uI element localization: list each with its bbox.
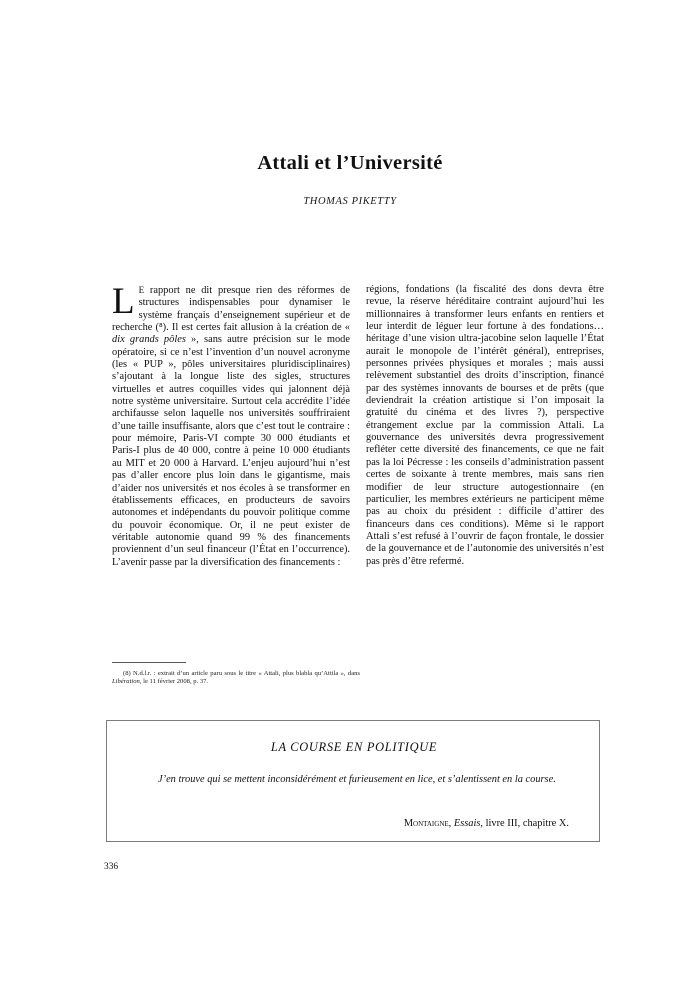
quotation-box <box>106 720 600 842</box>
footnote-text-before: N.d.l.r. : extrait d’un article paru sous le titre « Attali, plus blabla qu’Attila », dans <box>130 670 360 677</box>
quotation-heading: LA COURSE EN POLITIQUE <box>270 740 438 754</box>
body-text-left-part1: rapport ne dit presque rien des réformes de structures indispensables pour dynamiser le système français d’enseignement supérieur et de recherche (⁸). Il est certes fait allusion à la création de « <box>112 285 350 334</box>
body-text-left-part2: », sans autre précision sur le mode opératoire, si ce n’est l’invention d’un nouvel acronyme (les « PUP », pôles universitaires pluridisciplinaires) s’ajoutant à la longue liste des sigles, structures virtuelles et autres coquilles vides qui jalonnent déjà notre système universitaire. Surtout cela accrédite l’idée archifausse selon laquelle nos universités souffriraient d’une taille insuffisante, alors que c’est tout le contraire : pour mémoire, Paris-VI compte 30 000 étudiants et Paris-I plus de 40 000, contre à peine 10 000 étudiants au MIT et 20 000 à Harvard. L’enjeu aujourd’hui n’est pas d’aller encore plus loin dans le gigantisme, mais d’aider nos universités et nos écoles à se transformer en établissements efficaces, en producteurs de savoirs autonomes et indépendants du pouvoir politique comme du pouvoir économique. Or, il ne peut exister de véritable autonomie quand 99 % des financements proviennent d’un seul financeur (l’État en l’occurrence). L’avenir passe par la diversification des financements : <box>112 334 350 568</box>
body-column-right <box>366 284 604 568</box>
footnote-separator-rule <box>112 662 186 663</box>
footnote-text-after: , le 11 février 2008, p. 37. <box>139 678 209 686</box>
attribution-separator: , <box>448 818 454 829</box>
article-author: THOMAS PIKETTY <box>303 196 397 207</box>
small-caps-lead: E <box>138 285 145 295</box>
body-column-left <box>112 281 350 569</box>
quotation-attribution <box>107 818 569 829</box>
attribution-author: Montaigne <box>403 818 449 829</box>
attribution-work: Essais <box>453 818 481 829</box>
body-paragraph-left <box>112 281 350 569</box>
page-number: 336 <box>104 862 119 872</box>
drop-cap: L <box>112 281 135 322</box>
body-paragraph-right: régions, fondations (la fiscalité des dons devra être revue, la réserve héréditaire contraint aujourd’hui les millionnaires à transformer leurs enfants en rentiers et leur interdit de léguer leur fortune à des fondations… héritage d’une vision ultra-jacobine selon laquelle l’État aurait le monopole de l’intérêt général), entreprises, personnes privées physiques et morales ; mais aussi relèvement substantiel des droits d’inscription, financé par des systèmes innovants de bourses et de prêts (que deviendrait la création artistique si l’on imposait la gratuité du cinéma et des livres ?), perspective étrangement exclue par la commission Attali. La gouvernance des universités devra progressivement refléter cette diversité des financements, ce que ne fait pas la loi Pécresse : les conseils d’administration passent certes de soixante à trente membres, mais sans rien modifier de leur structure autogestionnaire (en particulier, les membres extérieurs ne participent même pas au choix du président : difficile d’attirer des financeurs dans ces conditions). Même si le rapport Attali s’est refusé à l’ouvrir de façon frontale, le dossier de la gouvernance et de l’autonomie des universités n’est pas près d’être refermé. <box>366 284 604 567</box>
footnote-marker: (8) <box>123 670 131 677</box>
body-italic-phrase: dix grands pôles <box>112 334 186 346</box>
attribution-reference: , livre III, chapitre X. <box>480 818 569 829</box>
footnote <box>112 670 360 686</box>
footnote-source-title: Libération <box>112 678 140 686</box>
quotation-text: J’en trouve qui se mettent inconsidérément et furieusement en lice, et s’alentissent en la course. <box>158 774 556 785</box>
page-title: Attali et l’Université <box>257 151 443 174</box>
